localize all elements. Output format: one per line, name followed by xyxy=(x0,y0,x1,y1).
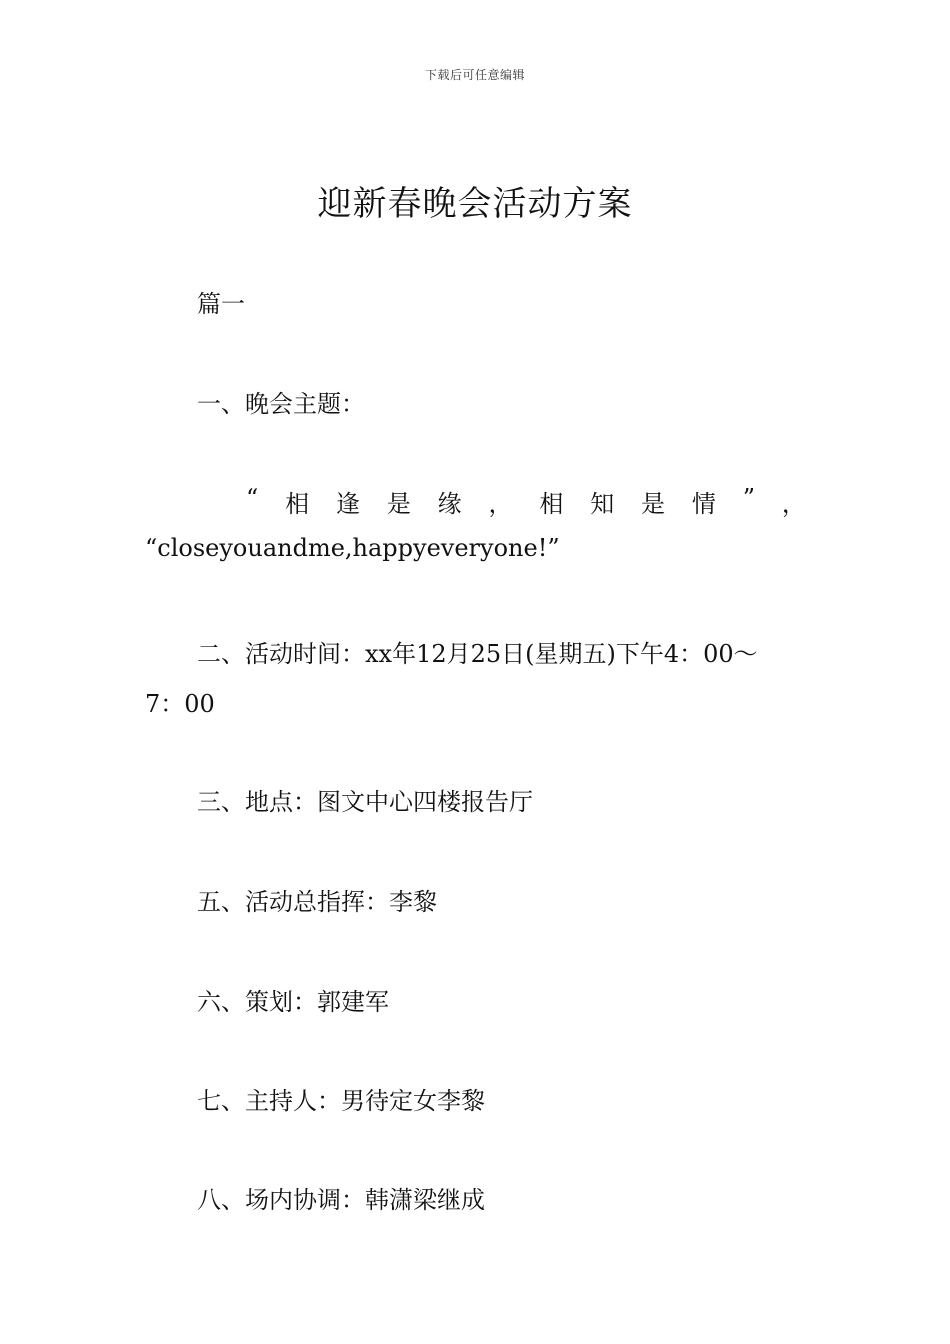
activity-time-line: 二、活动时间：xx年12月25日(星期五)下午4：00～ xyxy=(197,640,758,668)
coordination-line: 八、场内协调：韩潇梁继成 xyxy=(197,1186,485,1214)
theme-quote-char: ， xyxy=(488,490,513,518)
theme-quote-char: ” xyxy=(742,484,755,512)
theme-quote-char: 知 xyxy=(590,490,615,518)
document-title: 迎新春晚会活动方案 xyxy=(317,184,633,224)
theme-quote-char: ， xyxy=(781,490,806,518)
header-note: 下载后可任意编辑 xyxy=(424,68,525,82)
host-line: 七、主持人：男待定女李黎 xyxy=(197,1087,485,1115)
location-line: 三、地点：图文中心四楼报告厅 xyxy=(197,788,533,816)
theme-quote-char: “ xyxy=(246,484,259,512)
theme-quote-char: 逢 xyxy=(335,490,360,518)
theme-quote-char: 是 xyxy=(641,490,666,518)
theme-quote-char: 情 xyxy=(691,490,716,518)
theme-quote-char: 是 xyxy=(386,490,411,518)
theme-quote-char: 缘 xyxy=(437,490,462,518)
theme-quote-chinese xyxy=(246,484,806,519)
director-line: 五、活动总指挥：李黎 xyxy=(197,888,437,916)
theme-quote-char: 相 xyxy=(539,490,564,518)
theme-quote-english: “closeyouandme,happyeveryone!” xyxy=(145,534,560,562)
section-label: 篇一 xyxy=(197,290,245,318)
theme-quote-char: 相 xyxy=(285,490,310,518)
planner-line: 六、策划：郭建军 xyxy=(197,988,389,1016)
activity-time-continuation: 7：00 xyxy=(145,690,215,718)
theme-heading: 一、晚会主题： xyxy=(197,390,365,418)
